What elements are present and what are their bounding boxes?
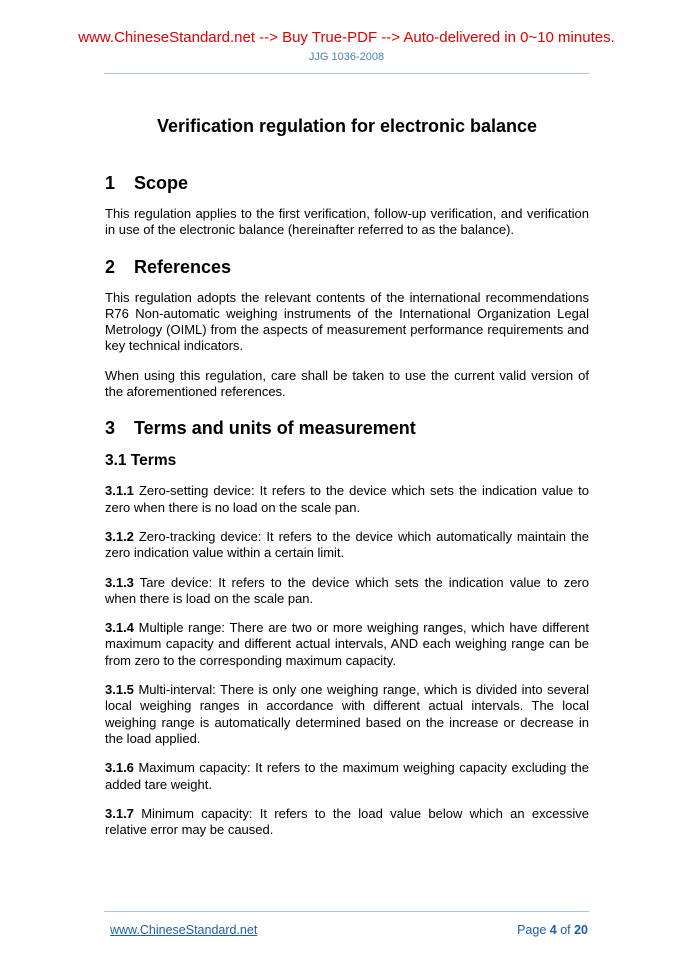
section-title: Scope — [134, 173, 189, 193]
references-paragraph-2: When using this regulation, care shall be taken to use the current valid version of the aforementioned references. — [105, 367, 589, 400]
term-item — [105, 760, 589, 793]
subsection-heading-terms: 3.1 Terms — [105, 452, 177, 470]
term-item — [105, 806, 589, 839]
term-item — [105, 483, 589, 516]
page-of: of — [556, 923, 575, 937]
term-number: 3.1.1 — [105, 483, 134, 499]
section-number: 2 — [105, 256, 116, 277]
term-text: Zero-setting device: It refers to the device which sets the indication value to zero when there is no load on the scale pan. — [105, 483, 589, 515]
section-title: References — [134, 256, 232, 277]
term-text: Multi-interval: There is only one weighing range, which is divided into several local weighing ranges in accordance with different actual intervals. The local weighing range is automatically determined based on the increase or decrease in the load applied. — [105, 682, 589, 746]
term-number: 3.1.5 — [105, 682, 134, 698]
page-current: 4 — [549, 923, 557, 937]
section-title: Terms and units of measurement — [134, 418, 416, 439]
footer-site-link[interactable]: www.ChineseStandard.net — [110, 923, 258, 937]
term-number: 3.1.4 — [105, 620, 134, 636]
header-divider — [104, 73, 589, 74]
term-item — [105, 575, 589, 608]
scope-paragraph: This regulation applies to the first verification, follow-up verification, and verification in use of the electronic balance (hereinafter referred to as the balance). — [105, 206, 589, 238]
term-number: 3.1.7 — [105, 805, 134, 821]
section-heading-terms — [105, 416, 589, 440]
term-number: 3.1.6 — [105, 760, 134, 776]
page-body — [105, 114, 589, 851]
section-number: 1 — [105, 173, 116, 193]
header-banner-link[interactable]: www.ChineseStandard.net --> Buy True-PDF --> Auto-delivered in 0~10 minutes. — [78, 29, 615, 46]
term-text: Maximum capacity: It refers to the maximum weighing capacity excluding the added tare weight. — [105, 760, 589, 792]
term-item — [105, 620, 589, 669]
section-heading-references — [105, 255, 589, 279]
term-text: Multiple range: There are two or more weighing ranges, which have different maximum capacity and different actual intervals, AND each weighing range can be from zero to the corresponding maximum capacity. — [105, 620, 589, 668]
page-indicator — [517, 923, 588, 937]
term-item — [105, 682, 589, 747]
term-item — [105, 529, 589, 562]
section-heading-scope — [105, 171, 589, 195]
document-title: Verification regulation for electronic balance — [156, 116, 538, 136]
term-number: 3.1.2 — [105, 528, 134, 544]
term-number: 3.1.3 — [105, 574, 134, 590]
footer-divider — [104, 911, 589, 912]
term-text: Minimum capacity: It refers to the load value below which an excessive relative error may be caused. — [105, 805, 589, 838]
term-text: Tare device: It refers to the device which sets the indication value to zero when there is load on the scale pan. — [105, 574, 589, 606]
page-label: Page — [517, 923, 550, 937]
document-id: JJG 1036-2008 — [308, 51, 385, 63]
page-total: 20 — [574, 923, 588, 937]
term-text: Zero-tracking device: It refers to the device which automatically maintain the zero indication value within a certain limit. — [105, 528, 589, 561]
section-number: 3 — [105, 418, 116, 439]
references-paragraph-1: This regulation adopts the relevant contents of the international recommendations R76 Non-automatic weighing instruments of the International Organization Legal Metrology (OIML) from the aspects of measurement performance requirements and key technical indicators. — [105, 289, 589, 354]
